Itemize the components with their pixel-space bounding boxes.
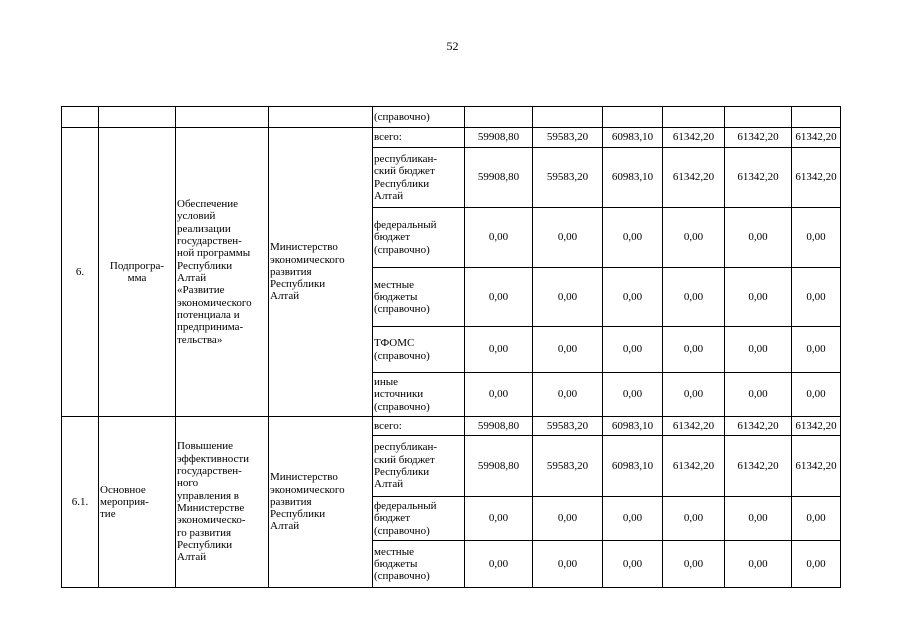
value-cell: 0,00	[725, 541, 792, 588]
value-cell: 0,00	[465, 268, 533, 327]
value-cell: 0,00	[663, 327, 725, 373]
funding-source: республикан- ский бюджет Республики Алтай	[373, 148, 465, 208]
value-cell: 0,00	[792, 373, 841, 417]
value-cell: 59583,20	[533, 436, 603, 497]
value-cell: 59583,20	[533, 417, 603, 436]
value-cell: 60983,10	[603, 128, 663, 148]
value-cell: 60983,10	[603, 148, 663, 208]
value-cell: 0,00	[533, 497, 603, 541]
value-cell: 0,00	[465, 541, 533, 588]
empty-cell	[176, 107, 269, 128]
value-cell: 59908,80	[465, 417, 533, 436]
value-cell: 61342,20	[792, 417, 841, 436]
program-type: Подпрогра- мма	[99, 128, 176, 417]
empty-cell	[533, 107, 603, 128]
value-cell: 61342,20	[663, 436, 725, 497]
value-cell: 60983,10	[603, 436, 663, 497]
value-cell: 61342,20	[663, 417, 725, 436]
value-cell: 59908,80	[465, 148, 533, 208]
budget-table	[61, 106, 841, 588]
value-cell: 0,00	[663, 497, 725, 541]
value-cell: 0,00	[533, 327, 603, 373]
value-cell: 0,00	[663, 373, 725, 417]
value-cell: 0,00	[533, 268, 603, 327]
value-cell: 59583,20	[533, 148, 603, 208]
value-cell: 0,00	[663, 268, 725, 327]
value-cell: 0,00	[792, 268, 841, 327]
value-cell: 0,00	[465, 208, 533, 268]
value-cell: 0,00	[465, 327, 533, 373]
value-cell: 0,00	[603, 268, 663, 327]
value-cell: 0,00	[792, 208, 841, 268]
value-cell: 0,00	[603, 373, 663, 417]
empty-cell	[725, 107, 792, 128]
row-number: 6.1.	[62, 417, 99, 588]
value-cell: 61342,20	[792, 436, 841, 497]
program-title: Обеспечение условий реализации государствен- ной программы Республики Алтай «Развитие экономического потенциала и предпринима- тельства»	[176, 128, 269, 417]
empty-cell	[663, 107, 725, 128]
funding-source: (справочно)	[373, 107, 465, 128]
funding-source: федеральный бюджет (справочно)	[373, 497, 465, 541]
program-type: Основное мероприя- тие	[99, 417, 176, 588]
value-cell: 0,00	[792, 497, 841, 541]
value-cell: 0,00	[533, 373, 603, 417]
value-cell: 61342,20	[663, 128, 725, 148]
value-cell: 61342,20	[725, 128, 792, 148]
funding-source: местные бюджеты (справочно)	[373, 541, 465, 588]
page-number: 52	[446, 39, 459, 53]
value-cell: 59908,80	[465, 436, 533, 497]
funding-source: всего:	[373, 128, 465, 148]
value-cell: 61342,20	[663, 148, 725, 208]
executor: Министерство экономического развития Республики Алтай	[269, 128, 373, 417]
row-number: 6.	[62, 128, 99, 417]
value-cell: 0,00	[603, 497, 663, 541]
table-row	[62, 128, 841, 148]
value-cell: 0,00	[603, 208, 663, 268]
program-title: Повышение эффективности государствен- ного управления в Министерстве экономическо- го развития Республики Алтай	[176, 417, 269, 588]
funding-source: иные источники (справочно)	[373, 373, 465, 417]
value-cell: 0,00	[603, 541, 663, 588]
empty-cell	[62, 107, 99, 128]
value-cell: 0,00	[725, 268, 792, 327]
funding-source: местные бюджеты (справочно)	[373, 268, 465, 327]
empty-cell	[269, 107, 373, 128]
value-cell: 0,00	[725, 373, 792, 417]
funding-source: всего:	[373, 417, 465, 436]
value-cell: 61342,20	[725, 436, 792, 497]
value-cell: 0,00	[465, 497, 533, 541]
executor: Министерство экономического развития Республики Алтай	[269, 417, 373, 588]
value-cell: 0,00	[725, 497, 792, 541]
value-cell: 0,00	[725, 208, 792, 268]
funding-source: республикан- ский бюджет Республики Алтай	[373, 436, 465, 497]
empty-cell	[603, 107, 663, 128]
value-cell: 0,00	[603, 327, 663, 373]
funding-source: ТФОМС (справочно)	[373, 327, 465, 373]
value-cell: 61342,20	[725, 148, 792, 208]
value-cell: 0,00	[465, 373, 533, 417]
empty-cell	[792, 107, 841, 128]
value-cell: 0,00	[533, 208, 603, 268]
table-row	[62, 417, 841, 436]
value-cell: 59583,20	[533, 128, 603, 148]
funding-source: федеральный бюджет (справочно)	[373, 208, 465, 268]
value-cell: 59908,80	[465, 128, 533, 148]
empty-cell	[99, 107, 176, 128]
value-cell: 61342,20	[792, 128, 841, 148]
value-cell: 60983,10	[603, 417, 663, 436]
empty-cell	[465, 107, 533, 128]
value-cell: 0,00	[663, 541, 725, 588]
value-cell: 0,00	[792, 541, 841, 588]
value-cell: 0,00	[792, 327, 841, 373]
value-cell: 61342,20	[792, 148, 841, 208]
value-cell: 0,00	[663, 208, 725, 268]
value-cell: 0,00	[725, 327, 792, 373]
value-cell: 61342,20	[725, 417, 792, 436]
value-cell: 0,00	[533, 541, 603, 588]
table-row	[62, 107, 841, 128]
